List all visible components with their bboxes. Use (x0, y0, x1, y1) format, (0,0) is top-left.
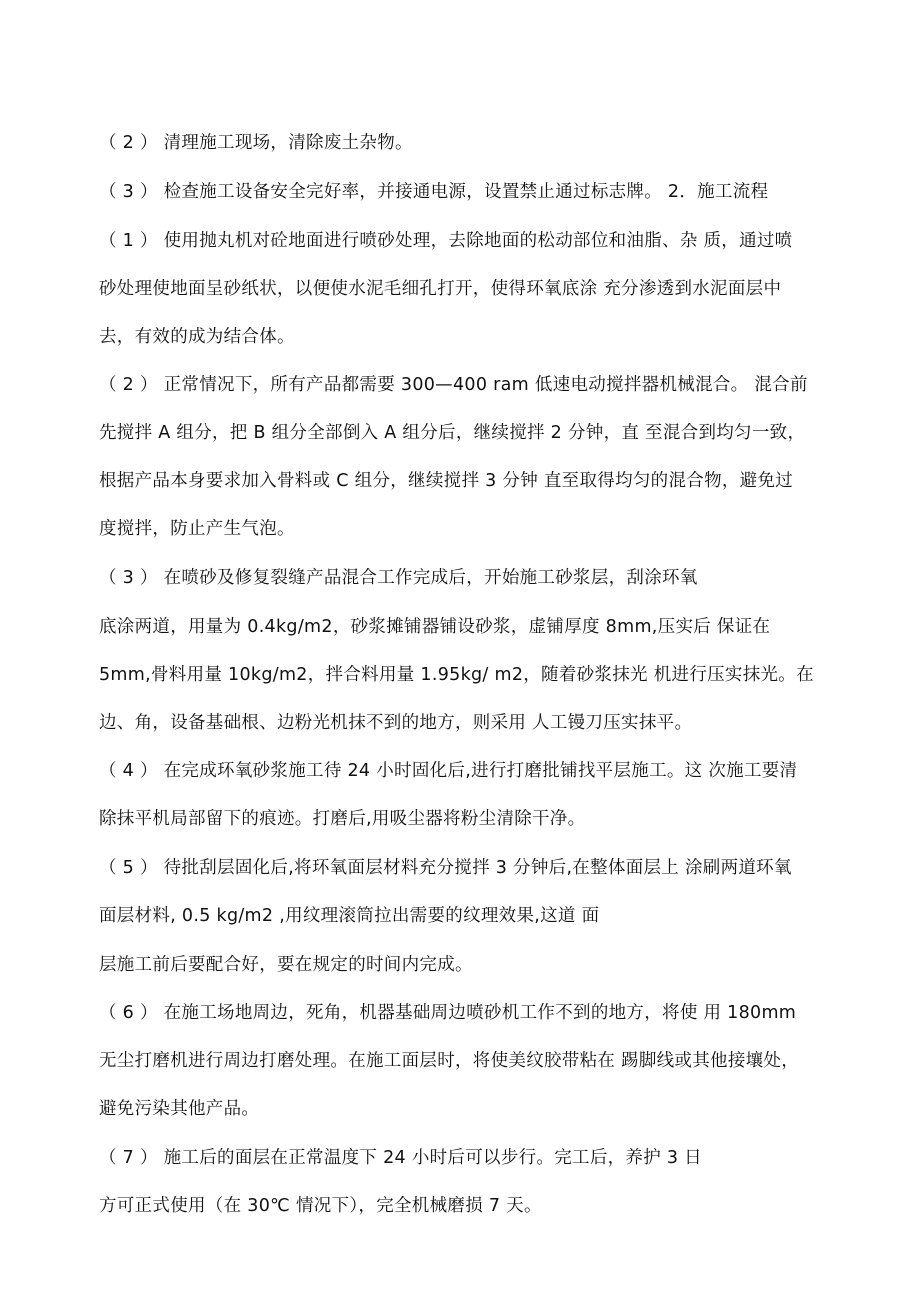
text-line: 根据产品本身要求加入骨料或 C 组分，继续搅拌 3 分钟 直至取得均匀的混合物，避免过 (99, 471, 794, 491)
text-line: （ 1 ） 使用抛丸机对砼地面进行喷砂处理，去除地面的松动部位和油脂、杂 质，通过喷 (99, 231, 793, 251)
text-line: 去，有效的成为结合体。 (99, 327, 295, 347)
text-line: 度搅拌，防止产生气泡。 (99, 519, 295, 539)
text-line: 底涂两道，用量为 0.4kg/m2，砂浆摊铺器铺设砂浆，虚铺厚度 8mm,压实后 保证在 (99, 617, 771, 637)
text-line: 避免污染其他产品。 (99, 1099, 260, 1119)
text-line: （ 3 ） 在喷砂及修复裂缝产品混合工作完成后，开始施工砂浆层，刮涂环氧 (99, 568, 698, 588)
text-line: 边、角，设备基础根、边粉光机抹不到的地方，则采用 人工镘刀压实抹平。 (99, 713, 693, 733)
text-line: 层施工前后要配合好，要在规定的时间内完成。 (99, 955, 473, 975)
text-line: 先搅拌 A 组分，把 B 组分全部倒入 A 组分后，继续搅拌 2 分钟，直 至混合到均匀一致， (99, 423, 806, 443)
text-line: （ 5 ） 待批刮层固化后,将环氧面层材料充分搅拌 3 分钟后,在整体面层上 涂刷两道环氧 (99, 858, 792, 878)
text-line: （ 6 ） 在施工场地周边，死角，机器基础周边喷砂机工作不到的地方，将使 用 180mm (99, 1003, 797, 1023)
text-line: （ 7 ） 施工后的面层在正常温度下 24 小时后可以步行。完工后，养护 3 日 (99, 1148, 702, 1168)
text-line: 方可正式使用（在 30℃ 情况下），完全机械磨损 7 天。 (99, 1196, 542, 1216)
text-line: 5mm,骨料用量 10kg/m2，拌合料用量 1.95kg/ m2，随着砂浆抹光 机进行压实抹光。在 (99, 665, 814, 685)
text-line: 除抹平机局部留下的痕迹。打磨后,用吸尘器将粉尘清除干净。 (99, 809, 586, 829)
text-line: 无尘打磨机进行周边打磨处理。在施工面层时，将使美纹胶带粘在 踢脚线或其他接壤处， (99, 1051, 800, 1071)
text-line: （ 4 ） 在完成环氧砂浆施工待 24 小时固化后,进行打磨批铺找平层施工。这 次施工要清 (99, 761, 798, 781)
text-line: （ 3 ） 检查施工设备安全完好率，并接通电源，设置禁止通过标志牌。 2．施工流程 (99, 182, 769, 202)
text-line: 砂处理使地面呈砂纸状，以便使水泥毛细孔打开，使得环氧底涂 充分渗透到水泥面层中 (99, 279, 782, 299)
text-line: （ 2 ） 正常情况下，所有产品都需要 300—400 ram 低速电动搅拌器机械混合。 混合前 (99, 375, 808, 395)
text-line: 面层材料, 0.5 kg/m2 ,用纹理滚筒拉出需要的纹理效果,这道 面 (99, 906, 600, 926)
text-line: （ 2 ） 清理施工现场，清除废土杂物。 (99, 133, 413, 153)
